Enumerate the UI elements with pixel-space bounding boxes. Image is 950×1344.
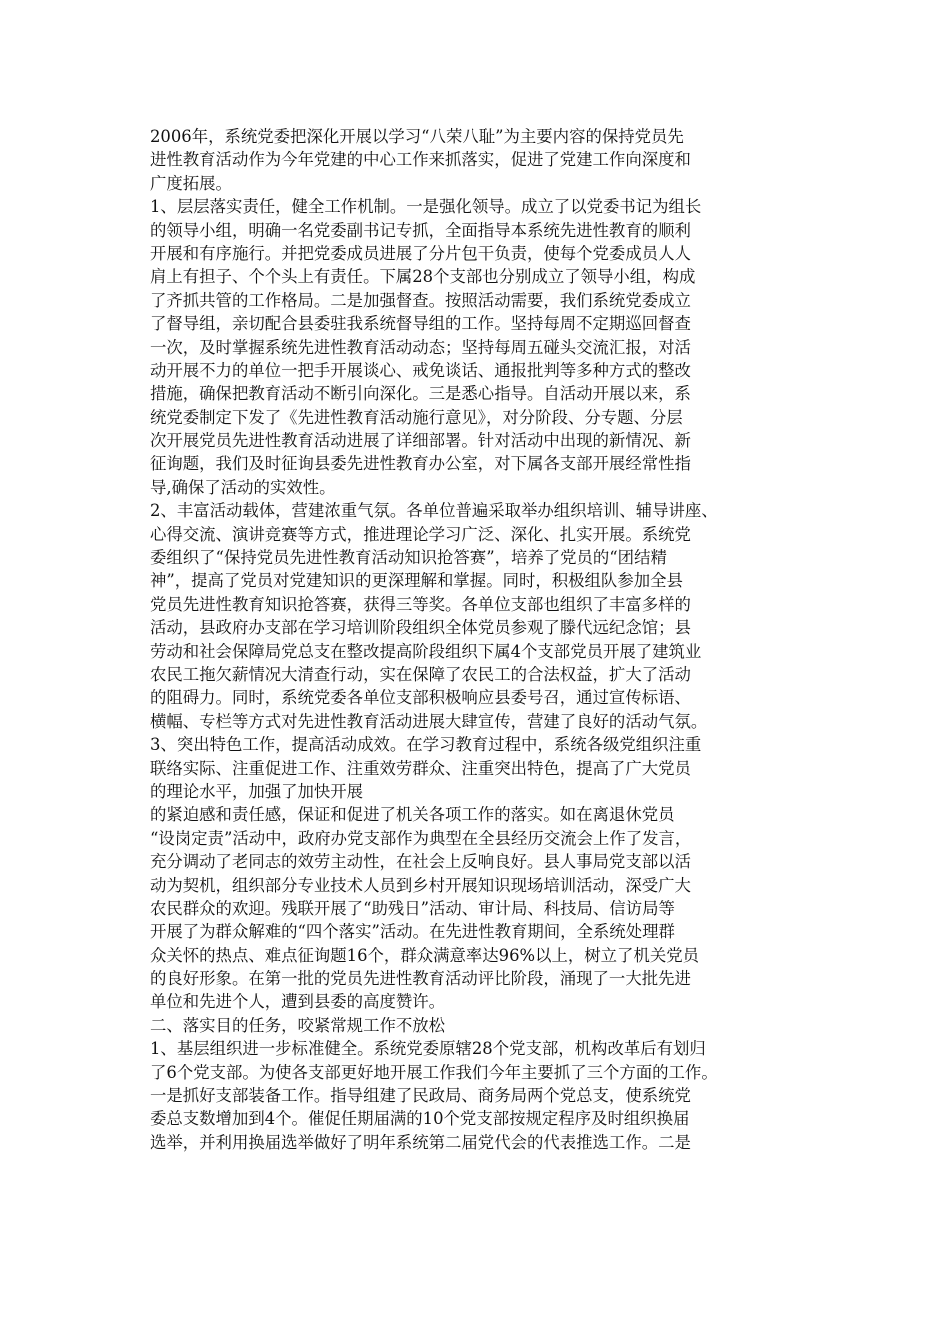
- text-line: 一是抓好支部装备工作。指导组建了民政局、商务局两个党总支，使系统党: [150, 1086, 691, 1106]
- text-line: 一次，及时掌握系统先进性教育活动动态；坚持每周五碰头交流汇报，对活: [150, 337, 691, 357]
- document-body: [150, 125, 810, 1154]
- text-line: 2006年，系统党委把深化开展以学习“八荣八耻”为主要内容的保持党员先: [150, 127, 684, 146]
- text-line: 进性教育活动作为今年党建的中心工作来抓落实，促进了党建工作向深度和: [150, 150, 691, 170]
- text-line: 统党委制定下发了《先进性教育活动施行意见》，对分阶段、分专题、分层: [150, 407, 683, 427]
- text-line: 了6个党支部。为使各支部更好地开展工作我们今年主要抓了三个方面的工作。: [150, 1062, 718, 1082]
- text-line: 2、丰富活动载体，营建浓重气氛。各单位普遍采取举办组织培训、辅导讲座、: [150, 501, 718, 521]
- text-line: 二、落实目的任务，咬紧常规工作不放松: [150, 1015, 446, 1035]
- text-line: 开展和有序施行。并把党委成员进展了分片包干负责，使每个党委成员人人: [150, 243, 691, 263]
- text-line: 联络实际、注重促进工作、注重效劳群众、注重突出特色，提高了广大党员: [150, 758, 691, 778]
- text-line: 的良好形象。在第一批的党员先进性教育活动评比阶段，涌现了一大批先进: [150, 969, 691, 989]
- text-line: 横幅、专栏等方式对先进性教育活动进展大肆宣传，营建了良好的活动气氛。: [150, 711, 708, 731]
- text-line: 农民工拖欠薪情况大清查行动，实在保障了农民工的合法权益，扩大了活动: [150, 664, 691, 684]
- text-line: 的领导小组，明确一名党委副书记专抓，全面指导本系统先进性教育的顺利: [150, 220, 691, 240]
- text-line: 广度拓展。: [150, 173, 232, 193]
- text-line: 神”，提高了党员对党建知识的更深理解和掌握。同时，积极组队参加全县: [150, 571, 683, 591]
- text-line: 动为契机，组织部分专业技术人员到乡村开展知识现场培训活动，深受广大: [150, 875, 691, 895]
- text-line: 开展了为群众解难的“四个落实”活动。在先进性教育期间，全系统处理群: [150, 922, 675, 942]
- text-line: 了督导组，亲切配合县委驻我系统督导组的工作。坚持每周不定期巡回督查: [150, 314, 691, 334]
- text-line: 的理论水平，加强了加快开展: [150, 781, 364, 801]
- text-line: 选举，并利用换届选举做好了明年系统第二届党代会的代表推选工作。二是: [150, 1132, 691, 1152]
- text-line: 活动，县政府办支部在学习培训阶段组织全体党员参观了滕代远纪念馆；县: [150, 618, 691, 638]
- text-line: 导,确保了活动的实效性。: [150, 477, 336, 497]
- text-line: 1、层层落实责任，健全工作机制。一是强化领导。成立了以党委书记为组长: [150, 197, 702, 217]
- text-line: 的紧迫感和责任感，保证和促进了机关各项工作的落实。如在离退休党员: [150, 805, 675, 825]
- text-line: 农民群众的欢迎。残联开展了“助残日”活动、审计局、科技局、信访局等: [150, 898, 675, 918]
- text-line: 了齐抓共管的工作格局。二是加强督查。按照活动需要，我们系统党委成立: [150, 290, 691, 310]
- text-line: 充分调动了老同志的效劳主动性，在社会上反响良好。县人事局党支部以活: [150, 852, 691, 872]
- text-line: 委总支数增加到4个。催促任期届满的10个党支部按规定程序及时组织换届: [150, 1109, 690, 1129]
- text-line: 征询题，我们及时征询县委先进性教育办公室，对下属各支部开展经常性指: [150, 454, 691, 474]
- text-line: 众关怀的热点、难点征询题16个，群众满意率达96%以上，树立了机关党员: [150, 945, 700, 965]
- text-line: 次开展党员先进性教育活动进展了详细部署。针对活动中出现的新情况、新: [150, 431, 691, 451]
- text-line: 党员先进性教育知识抢答赛，获得三等奖。各单位支部也组织了丰富多样的: [150, 594, 691, 614]
- text-line: 劳动和社会保障局党总支在整改提高阶段组织下属4个支部党员开展了建筑业: [150, 641, 702, 661]
- text-line: 措施，确保把教育活动不断引向深化。三是悉心指导。自活动开展以来，系: [150, 384, 691, 404]
- text-line: 1、基层组织进一步标准健全。系统党委原辖28个党支部，机构改革后有划归: [150, 1039, 706, 1059]
- text-line: “设岗定责”活动中，政府办党支部作为典型在全县经历交流会上作了发言，: [150, 828, 692, 848]
- text-line: 动开展不力的单位一把手开展谈心、戒免谈话、通报批判等多种方式的整改: [150, 360, 691, 380]
- text-line: 的阻碍力。同时，系统党委各单位支部积极响应县委号召，通过宣传标语、: [150, 688, 691, 708]
- text-line: 心得交流、演讲竞赛等方式，推进理论学习广泛、深化、扎实开展。系统党: [150, 524, 691, 544]
- text-line: 委组织了“保持党员先进性教育活动知识抢答赛”，培养了党员的“团结精: [150, 548, 667, 568]
- text-line: 单位和先进个人，遭到县委的高度赞许。: [150, 992, 446, 1012]
- text-line: 肩上有担子、个个头上有责任。下属28个支部也分别成立了领导小组，构成: [150, 267, 696, 287]
- text-line: 3、突出特色工作，提高活动成效。在学习教育过程中，系统各级党组织注重: [150, 735, 702, 755]
